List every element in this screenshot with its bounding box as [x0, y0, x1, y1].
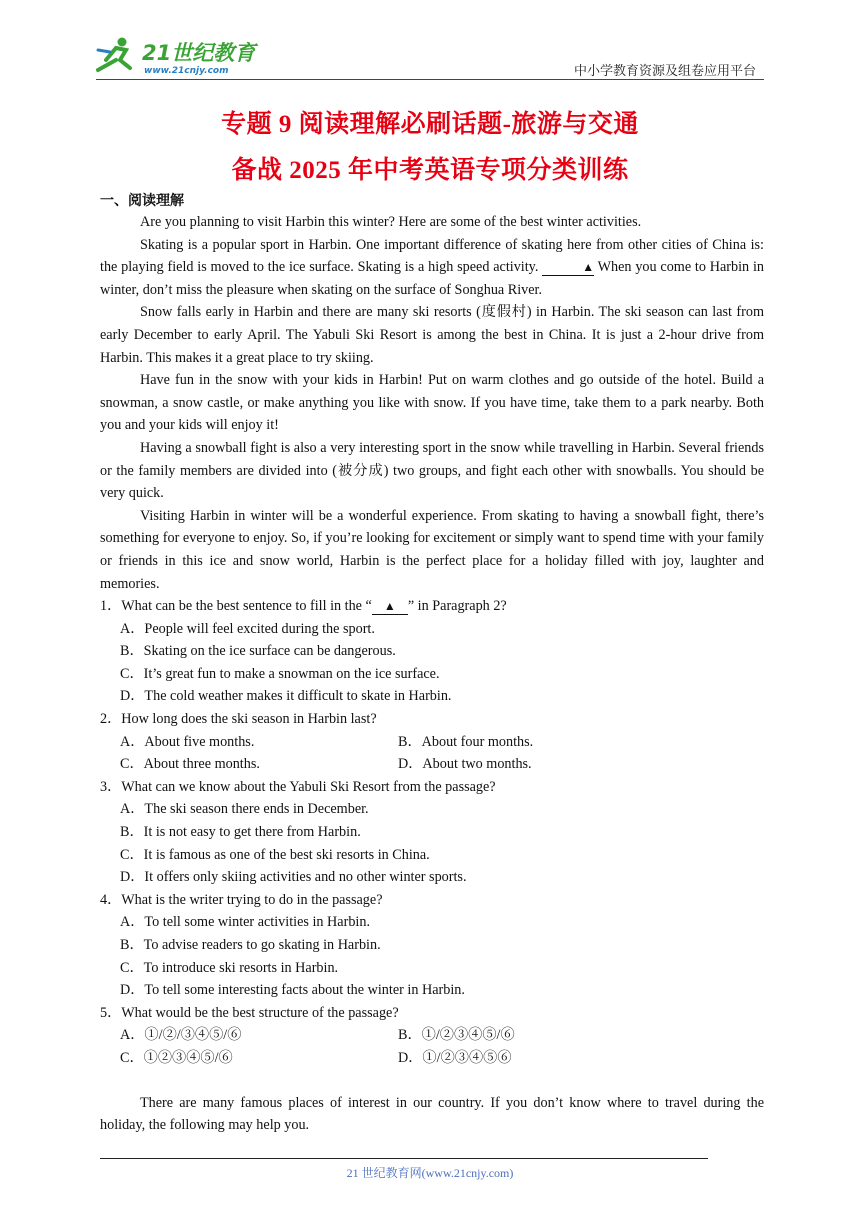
question-5-option-c: C．①②③④⑤/⑥ — [120, 1049, 233, 1066]
question-5-option-b: B．①/②③④⑤/⑥ — [398, 1027, 515, 1044]
question-3-option-a: A．The ski season there ends in December. — [120, 801, 369, 818]
footer-divider — [100, 1158, 708, 1159]
question-5-option-d: D．①/②③④⑤⑥ — [398, 1049, 512, 1066]
question-1-option-c: C．It’s great fun to make a snowman on the ice surface. — [120, 665, 440, 682]
passage-paragraph-2 — [100, 234, 764, 302]
question-2-option-a: A．About five months. — [120, 733, 255, 750]
reading-content — [100, 211, 764, 1137]
question-4-option-c: C．To introduce ski resorts in Harbin. — [120, 959, 339, 976]
question-1-stem-before: 1．What can be the best sentence to fill in the “ — [100, 598, 372, 615]
question-1-stem — [100, 595, 764, 618]
question-1-stem-after: ” in Paragraph 2? — [407, 598, 507, 615]
question-3-option-c: C．It is famous as one of the best ski resorts in China. — [120, 846, 430, 863]
question-4-option-b: B．To advise readers to go skating in Harbin. — [120, 937, 381, 953]
page-title-line1: 专题 9 阅读理解必刷话题-旅游与交通 — [221, 111, 639, 138]
question-3-stem: 3．What can we know about the Yabuli Ski Resort from the passage? — [100, 778, 496, 795]
blank-triangle-icon: ▲ — [542, 260, 594, 276]
section-heading: 一、阅读理解 — [100, 193, 184, 209]
question-5-options-row-2 — [120, 1047, 764, 1070]
page-title-line2: 备战 2025 年中考英语专项分类训练 — [231, 157, 629, 184]
question-2-option-b: B．About four months. — [398, 733, 534, 750]
page-footer: 21 世纪教育网(www.21cnjy.com) — [346, 1166, 514, 1180]
question-3-option-d: D．It offers only skiing activities and no other winter sports. — [120, 869, 467, 886]
question-5-option-a: A．①/②/③④⑤/⑥ — [120, 1027, 242, 1044]
paragraph-2-text-before: Skating is a popular sport in Harbin. One important difference of skating here from other cities of China is: the playing field is moved to the ice surface. Skating is a high speed activity. — [100, 236, 764, 276]
header-divider — [96, 79, 764, 80]
question-5-options-row-1 — [120, 1024, 764, 1047]
page-header — [96, 36, 764, 78]
passage-2-paragraph-1: There are many famous places of interest in our country. If you don’t know where to travel during the holiday, the following may help you. — [100, 1094, 764, 1134]
passage-paragraph-6: Visiting Harbin in winter will be a wonderful experience. From skating to having a snowball fight, there’s something for everyone to enjoy. So, if you’re looking for excitement or simply want to spend time with your family or friends in this ice and snow world, Harbin is the perfect place for a holiday filled with joy, laughter and memories. — [100, 507, 764, 592]
passage-paragraph-1: Are you planning to visit Harbin this winter? Here are some of the best winter activities. — [140, 214, 642, 230]
question-1-triangle-icon: ▲ — [372, 599, 408, 615]
paragraph-2-text-after: When you come to Harbin in winter, don’t miss the pleasure when skating on the surface of Songhua River. — [100, 259, 764, 298]
svg-text:www.21cnjy.com: www.21cnjy.com — [144, 66, 229, 76]
question-4-option-a: A．To tell some winter activities in Harbin. — [120, 914, 370, 931]
question-5-stem: 5．What would be the best structure of the passage? — [100, 1004, 399, 1021]
question-1-option-a: A．People will feel excited during the sport. — [120, 620, 375, 637]
header-platform-text: 中小学教育资源及组卷应用平台 — [573, 63, 756, 78]
question-2-options-row-1 — [120, 731, 764, 754]
question-1-option-b: B．Skating on the ice surface can be dangerous. — [120, 643, 396, 660]
spacer — [100, 1070, 764, 1092]
passage-paragraph-5: Having a snowball fight is also a very interesting sport in the snow while travelling in Harbin. Several friends or the family members are divided into (被分成) two groups, and fight each other with snowballs. You should be very quick. — [100, 439, 764, 502]
question-2-option-c: C．About three months. — [120, 756, 260, 773]
question-2-options-row-2 — [120, 753, 764, 776]
passage-paragraph-4: Have fun in the snow with your kids in Harbin! Put on warm clothes and go outside of the hotel. Build a snowman, a snow castle, or make anything you like with snow. If you have time, take them to a park nearby. Both you and your kids will enjoy it! — [100, 372, 764, 434]
question-4-option-d: D．To tell some interesting facts about the winter in Harbin. — [120, 982, 465, 999]
question-4-stem: 4．What is the writer trying to do in the passage? — [100, 891, 383, 908]
question-2-stem: 2．How long does the ski season in Harbin last? — [100, 711, 377, 728]
logo-icon — [96, 36, 266, 78]
passage-paragraph-3: Snow falls early in Harbin and there are many ski resorts (度假村) in Harbin. The ski season can last from early December to early April. The Yabuli Ski Resort is among the best in China. It is just a 2-hour drive from Harbin. This makes it a great place to try skiing. — [100, 304, 764, 366]
question-1-option-d: D．The cold weather makes it difficult to skate in Harbin. — [120, 688, 452, 705]
question-3-option-b: B．It is not easy to get there from Harbin. — [120, 824, 361, 841]
question-2-option-d: D．About two months. — [398, 756, 532, 773]
svg-text:21世纪教育: 21世纪教育 — [142, 41, 256, 65]
